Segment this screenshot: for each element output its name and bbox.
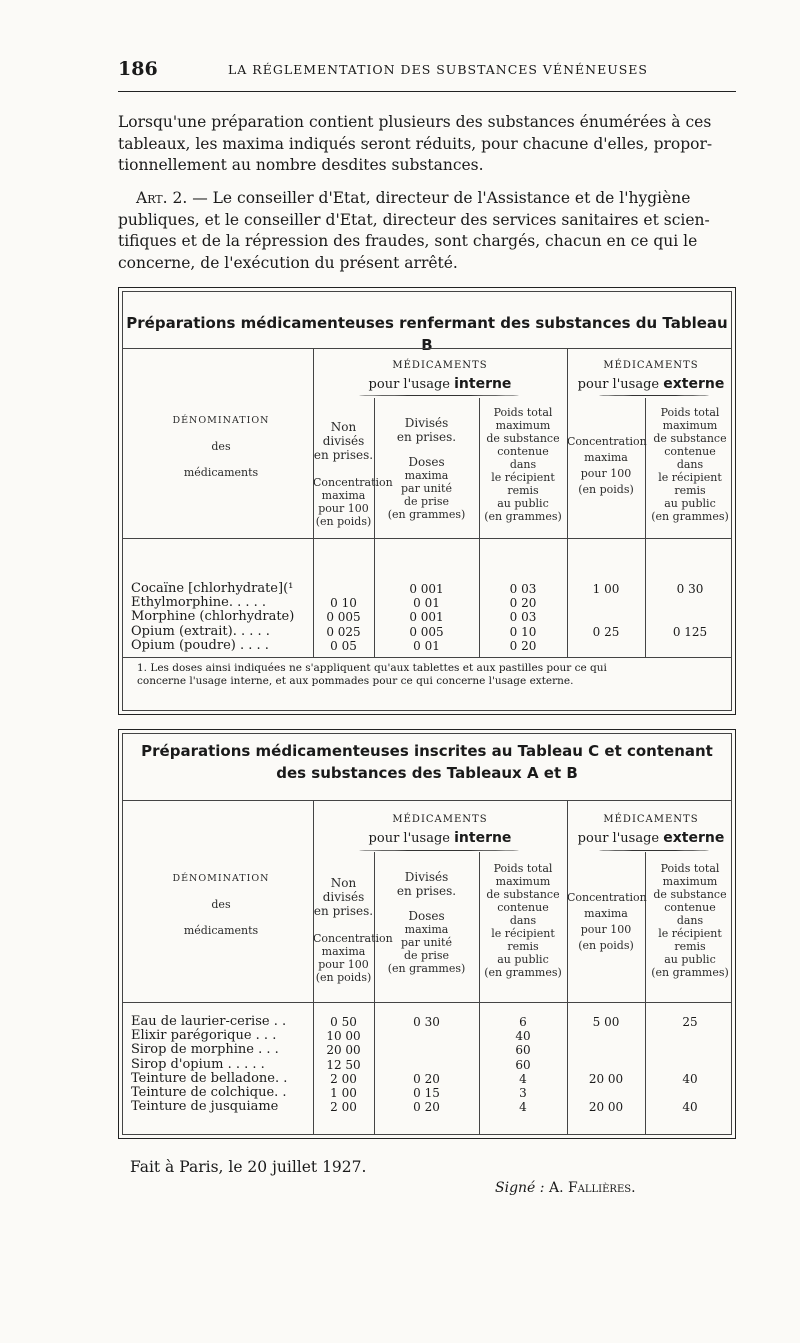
header-line: dans	[509, 458, 537, 471]
header-line: maxima	[321, 489, 366, 502]
header-line: Non divisés	[322, 876, 365, 904]
group-label: pour l'usage	[577, 377, 660, 392]
table-row-name: Opium (extrait). . . . .	[131, 623, 270, 639]
group-label-bold: externe	[663, 830, 725, 846]
table-cell-nondiv: 0 005	[326, 610, 361, 625]
header-line: maxima	[584, 907, 628, 920]
table-row-name: Teinture de jusquiame	[131, 1099, 279, 1115]
table-cell-total: 60	[515, 1043, 531, 1058]
header-line: maximum	[662, 875, 718, 888]
table-cell-nondiv: 0 05	[330, 638, 357, 653]
table-cell-total: 6	[519, 1015, 527, 1029]
table-title: Préparations médicamenteuses renfermant des substances du Tableau B	[126, 314, 728, 354]
running-head: LA RÉGLEMENTATION DES SUBSTANCES VÉNÉNEUSES	[228, 62, 648, 77]
article-number: Art. 2.	[136, 189, 188, 207]
header-line: remis	[507, 484, 539, 497]
divider	[122, 348, 732, 349]
table-cell-total: 3	[519, 1086, 527, 1100]
header-line: en prises.	[396, 430, 457, 444]
text-line: concerne, de l'exécution du présent arrêté.	[118, 253, 458, 272]
page-header	[118, 58, 736, 84]
header-line: contenue	[664, 901, 716, 914]
header-line: pour 100	[318, 958, 369, 971]
divider	[122, 1002, 732, 1003]
header-line: au public	[497, 497, 549, 510]
header-line: Divisés	[404, 870, 449, 884]
header-poids-total	[479, 862, 567, 979]
header-line: maximum	[495, 419, 551, 432]
group-internal-sub	[313, 376, 567, 392]
footnote	[137, 662, 723, 688]
header-line: en prises.	[313, 448, 374, 462]
group-label: pour l'usage	[368, 377, 450, 392]
header-line: Poids total	[493, 406, 553, 419]
header-line: le récipient	[491, 471, 555, 484]
header-line: de substance	[486, 432, 560, 445]
header-line: dans	[676, 914, 704, 927]
divider	[122, 800, 732, 801]
header-line: remis	[674, 940, 706, 953]
table-cell-total: 0 03	[509, 582, 537, 596]
brace	[599, 850, 709, 851]
header-rule	[118, 91, 736, 92]
group-label-bold: externe	[663, 376, 725, 392]
header-line: de prise	[403, 949, 450, 962]
table-cell-nondiv: 2 00	[330, 1100, 357, 1115]
header-line: par unité	[401, 936, 452, 949]
header-line: maxima	[584, 451, 628, 464]
header-line: le récipient	[658, 471, 722, 484]
group-label: pour l'usage	[368, 831, 450, 846]
table-cell-div: 0 20	[413, 1071, 440, 1086]
header-denomination	[129, 866, 313, 944]
table-row-name: Opium (poudre) . . . .	[131, 637, 269, 653]
brace	[359, 395, 519, 396]
table-cell-div: 0 20	[413, 1100, 440, 1115]
group-external: MÉDICAMENTS	[603, 814, 699, 825]
group-external-sub	[567, 376, 735, 392]
table-cell-ext-conc: 5 00	[592, 1015, 620, 1029]
header-line: Poids total	[660, 862, 720, 875]
page-number: 186	[118, 58, 158, 80]
header-non-divises	[313, 876, 393, 984]
header-line: (en grammes)	[651, 510, 729, 523]
header-line: au public	[664, 497, 716, 510]
table-row-name: Sirop de morphine . . .	[131, 1042, 279, 1058]
header-line: remis	[674, 484, 706, 497]
table-cell-nondiv: 0 10	[330, 596, 357, 611]
header-line: DÉNOMINATION	[172, 873, 270, 884]
table-cell-total: 40	[515, 1029, 531, 1044]
table-cell-nondiv: 0 50	[330, 1015, 357, 1029]
header-divises	[374, 416, 479, 521]
header-line: le récipient	[658, 927, 722, 940]
text-line: Lorsqu'une préparation contient plusieurs des substances énumérées à ces	[118, 113, 712, 131]
header-line: Concentration	[313, 476, 393, 489]
table-cell-nondiv: 0 025	[326, 624, 361, 639]
header-line: (en grammes)	[484, 966, 562, 979]
paragraph-1	[118, 112, 738, 177]
header-line: pour 100	[318, 502, 369, 515]
table-cell-total: 60	[515, 1057, 531, 1072]
table-cell-ext-total: 0 125	[672, 624, 708, 639]
header-line: (en poids)	[578, 939, 634, 952]
header-line: de prise	[403, 495, 450, 508]
header-line: pour 100	[580, 923, 632, 936]
header-line: Doses	[408, 909, 445, 923]
table-cell-ext-total: 0 30	[676, 582, 704, 596]
text-line: tionnellement au nombre desdites substances.	[118, 156, 484, 174]
table-cell-ext-total: 25	[682, 1015, 698, 1029]
table-row-name: Teinture de colchique. .	[131, 1085, 287, 1100]
header-line: (en grammes)	[387, 962, 466, 975]
group-internal-sub	[313, 830, 567, 846]
signature	[495, 1180, 636, 1196]
footnote-line: concerne l'usage interne, et aux pommades pour ce qui concerne l'usage externe.	[137, 675, 574, 687]
header-line: Divisés	[404, 416, 449, 430]
table-cell-div: 0 001	[409, 582, 444, 596]
table-cell-ext-conc: 20 00	[588, 1071, 624, 1086]
header-line: contenue	[664, 445, 716, 458]
table-cell-total: 0 10	[509, 624, 537, 639]
header-line: (en poids)	[315, 971, 372, 984]
header-line: Concentration	[567, 891, 647, 904]
header-line: médicaments	[183, 466, 259, 479]
table-cell-total: 0 03	[509, 610, 537, 625]
header-ext-poids-total	[645, 406, 735, 523]
table-cell-nondiv: 20 00	[326, 1043, 361, 1058]
header-non-divises	[313, 420, 393, 528]
header-line: (en poids)	[315, 515, 372, 528]
table-cell-total: 4	[519, 1100, 527, 1115]
header-line: de substance	[653, 432, 727, 445]
header-line: en prises.	[313, 904, 374, 918]
header-line: dans	[509, 914, 537, 927]
header-line: (en poids)	[578, 483, 634, 496]
header-line: maximum	[662, 419, 718, 432]
header-line: maxima	[321, 945, 366, 958]
header-line: Concentration	[567, 435, 647, 448]
group-label-bold: interne	[454, 376, 512, 392]
header-line: au public	[664, 953, 716, 966]
divider	[122, 657, 732, 658]
table-row-name: Cocaïne [chlorhydrate](¹	[131, 581, 294, 596]
signed-name: A. Fallières.	[548, 1180, 636, 1196]
text-line	[118, 188, 738, 210]
table-cell-div: 0 001	[409, 610, 444, 625]
table-tableau-c	[118, 729, 736, 1139]
group-label: pour l'usage	[577, 831, 660, 846]
header-line: des	[211, 440, 231, 453]
table-row-name: Teinture de belladone. .	[131, 1070, 288, 1086]
header-poids-total	[479, 406, 567, 523]
header-line: des	[211, 898, 231, 911]
table-row-name: Elixir parégorique . . .	[131, 1028, 277, 1044]
table-cell-nondiv: 12 50	[326, 1057, 361, 1072]
header-line: Doses	[408, 455, 445, 469]
table-cell-div: 0 01	[413, 638, 440, 653]
table-cell-div: 0 01	[413, 596, 440, 611]
text-line: tableaux, les maxima indiqués seront réduits, pour chacune d'elles, propor-	[118, 134, 713, 153]
header-ext-concentration	[567, 434, 645, 498]
table-cell-ext-conc: 0 25	[592, 624, 620, 639]
text-line: publiques, et le conseiller d'Etat, directeur des services sanitaires et scien-	[118, 210, 710, 229]
header-line: Poids total	[493, 862, 553, 875]
table-cell-ext-total: 40	[682, 1071, 698, 1086]
header-line: en prises.	[396, 884, 457, 898]
table-title-line-1: Préparations médicamenteuses inscrites au Tableau C et contenant	[141, 742, 713, 760]
brace	[599, 395, 709, 396]
table-cell-ext-conc: 20 00	[588, 1100, 624, 1115]
table-cell-nondiv: 1 00	[330, 1086, 357, 1100]
table-cell-total: 4	[519, 1071, 527, 1086]
table-cell-total: 0 20	[509, 596, 537, 611]
header-line: Concentration	[313, 932, 393, 945]
table-title-line-2: des substances des Tableaux A et B	[276, 764, 578, 782]
header-ext-poids-total	[645, 862, 735, 979]
closing-line: Fait à Paris, le 20 juillet 1927.	[130, 1158, 367, 1176]
divider	[567, 348, 568, 657]
table-cell-ext-total: 40	[682, 1100, 698, 1115]
header-line: médicaments	[183, 924, 259, 937]
group-internal: MÉDICAMENTS	[392, 360, 488, 371]
table-row-name: Morphine (chlorhydrate)	[131, 609, 295, 625]
text-fragment: — Le conseiller d'Etat, directeur de l'Assistance et de l'hygiène	[192, 189, 691, 207]
divider	[122, 538, 732, 539]
header-line: (en grammes)	[387, 508, 466, 521]
group-internal: MÉDICAMENTS	[392, 814, 488, 825]
header-line: maxima	[404, 469, 449, 482]
header-line: dans	[676, 458, 704, 471]
header-ext-concentration	[567, 890, 645, 954]
table-cell-nondiv: 10 00	[326, 1029, 361, 1044]
table-cell-div: 0 15	[413, 1086, 440, 1100]
table-row-name: Ethylmorphine. . . . .	[131, 595, 267, 611]
table-tableau-b	[118, 287, 736, 715]
table-row-name: Sirop d'opium . . . . .	[131, 1056, 265, 1072]
text-line: tifiques et de la répression des fraudes, sont chargés, chacun en ce qui le	[118, 232, 698, 250]
header-line: pour 100	[580, 467, 632, 480]
footnote-line: 1. Les doses ainsi indiquées ne s'appliquent qu'aux tablettes et aux pastilles pour ce qui	[137, 662, 607, 674]
header-divises	[374, 870, 479, 975]
header-line: (en grammes)	[651, 966, 729, 979]
header-line: de substance	[653, 888, 727, 901]
header-line: de substance	[486, 888, 560, 901]
table-cell-total: 0 20	[509, 638, 537, 653]
table-cell-ext-conc: 1 00	[592, 582, 620, 596]
header-line: remis	[507, 940, 539, 953]
header-line: Non divisés	[322, 420, 365, 448]
header-line: maximum	[495, 875, 551, 888]
header-line: au public	[497, 953, 549, 966]
header-line: contenue	[497, 901, 549, 914]
table-cell-nondiv: 2 00	[330, 1071, 357, 1086]
group-label-bold: interne	[454, 830, 512, 846]
table-cell-div: 0 30	[413, 1015, 440, 1029]
group-external: MÉDICAMENTS	[603, 360, 699, 371]
brace	[359, 850, 519, 851]
signed-label: Signé :	[495, 1180, 545, 1196]
group-external-sub	[567, 830, 735, 846]
header-line: contenue	[497, 445, 549, 458]
header-denomination	[129, 408, 313, 486]
header-line: par unité	[401, 482, 452, 495]
header-line: maxima	[404, 923, 449, 936]
header-line: Poids total	[660, 406, 720, 419]
table-row-name: Eau de laurier-cerise . .	[131, 1014, 287, 1029]
table-cell-div: 0 005	[409, 624, 444, 639]
header-line: le récipient	[491, 927, 555, 940]
paragraph-2	[118, 188, 738, 274]
header-line: (en grammes)	[484, 510, 562, 523]
header-line: DÉNOMINATION	[172, 415, 270, 426]
